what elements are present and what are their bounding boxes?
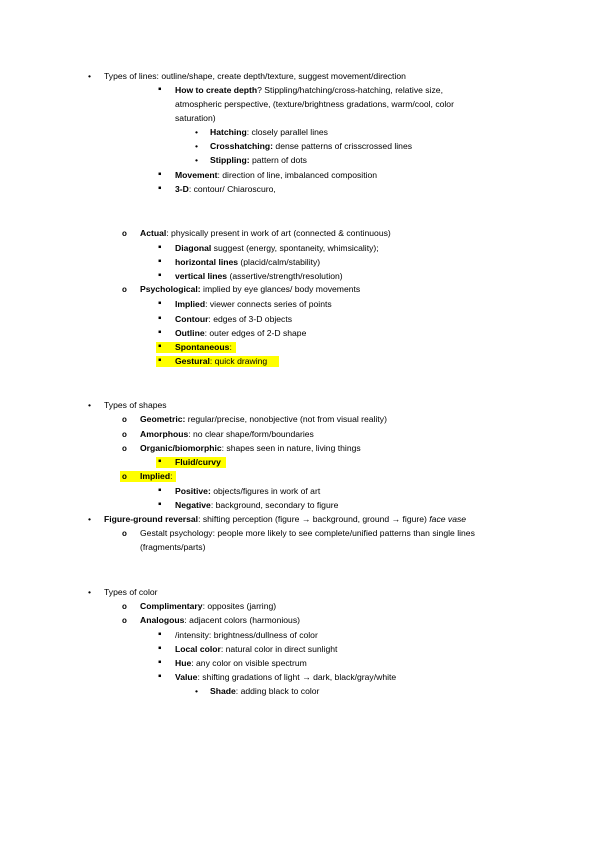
amorphous-item: Amorphous: no clear shape/form/boundaries: [140, 429, 314, 439]
circle-bullet-icon: [122, 228, 127, 239]
analogous-item: Analogous: adjacent colors (harmonious): [140, 615, 300, 625]
square-bullet-icon: [158, 643, 162, 654]
diagonal-item: Diagonal suggest (energy, spontaneity, whimsicality);: [175, 243, 379, 253]
square-bullet-icon: [158, 270, 162, 281]
shapes-heading: Types of shapes: [104, 400, 167, 410]
circle-bullet-icon: [122, 471, 127, 482]
crosshatching-item: Crosshatching: dense patterns of crisscrossed lines: [210, 141, 413, 151]
square-bullet-icon: [158, 341, 162, 352]
depth-item-cont: atmospheric perspective, (texture/brightness gradations, warm/cool, color: [175, 99, 454, 109]
depth-item-cont2: saturation): [175, 113, 216, 123]
spontaneous-item: Spontaneous:: [175, 342, 232, 352]
square-bullet-icon: [158, 327, 162, 338]
shade-item: Shade: adding black to color: [210, 686, 320, 696]
bullet-icon: [88, 587, 91, 598]
bullet-icon: [195, 127, 198, 138]
square-bullet-icon: [158, 485, 162, 496]
figure-ground-item: Figure-ground reversal: shifting perception (figure → background, ground → figure) face vase: [104, 514, 467, 524]
bullet-icon: [195, 686, 198, 697]
gestural-item: Gestural: quick drawing: [175, 356, 268, 366]
outline-item: Outline: outer edges of 2-D shape: [175, 328, 307, 338]
bullet-icon: [195, 141, 198, 152]
square-bullet-icon: [158, 657, 162, 668]
bullet-icon: [88, 400, 91, 411]
square-bullet-icon: [158, 355, 162, 366]
square-bullet-icon: [158, 84, 162, 95]
positive-item: Positive: objects/figures in work of art: [175, 486, 321, 496]
color-heading: Types of color: [104, 587, 158, 597]
circle-bullet-icon: [122, 414, 127, 425]
square-bullet-icon: [158, 169, 162, 180]
circle-bullet-icon: [122, 601, 127, 612]
geometric-item: Geometric: regular/precise, nonobjective (not from visual reality): [140, 414, 387, 424]
circle-bullet-icon: [122, 284, 127, 295]
implied-shape-item: Implied:: [140, 471, 173, 481]
square-bullet-icon: [158, 313, 162, 324]
gestalt-item: Gestalt psychology: people more likely to see complete/unified patterns than single lines: [140, 528, 475, 538]
square-bullet-icon: [158, 671, 162, 682]
bullet-icon: [195, 155, 198, 166]
intensity-item: /intensity: brightness/dullness of color: [175, 630, 318, 640]
implied-item: Implied: viewer connects series of points: [175, 299, 332, 309]
circle-bullet-icon: [122, 443, 127, 454]
hatching-item: Hatching: closely parallel lines: [210, 127, 328, 137]
complimentary-item: Complimentary: opposites (jarring): [140, 601, 277, 611]
value-item: Value: shifting gradations of light → dark, black/gray/white: [175, 672, 397, 682]
circle-bullet-icon: [122, 429, 127, 440]
negative-item: Negative: background, secondary to figure: [175, 500, 339, 510]
fluid-item: Fluid/curvy: [175, 457, 221, 467]
movement-item: Movement: direction of line, imbalanced composition: [175, 170, 378, 180]
organic-item: Organic/biomorphic: shapes seen in nature, living things: [140, 443, 361, 453]
square-bullet-icon: [158, 456, 162, 467]
square-bullet-icon: [158, 183, 162, 194]
square-bullet-icon: [158, 629, 162, 640]
hue-item: Hue: any color on visible spectrum: [175, 658, 307, 668]
square-bullet-icon: [158, 298, 162, 309]
bullet-icon: [88, 71, 91, 82]
depth-item: How to create depth? Stippling/hatching/cross-hatching, relative size,: [175, 85, 443, 95]
square-bullet-icon: [158, 499, 162, 510]
gestalt-item-cont: (fragments/parts): [140, 542, 206, 552]
circle-bullet-icon: [122, 528, 127, 539]
bullet-icon: [88, 514, 91, 525]
lines-heading: Types of lines: outline/shape, create depth/texture, suggest movement/direction: [104, 71, 406, 81]
square-bullet-icon: [158, 242, 162, 253]
actual-item: Actual: physically present in work of art (connected & continuous): [140, 228, 391, 238]
vertical-item: vertical lines (assertive/strength/resolution): [175, 271, 343, 281]
psychological-item: Psychological: implied by eye glances/ body movements: [140, 284, 361, 294]
3d-item: 3-D: contour/ Chiaroscuro,: [175, 184, 276, 194]
contour-item: Contour: edges of 3-D objects: [175, 314, 293, 324]
local-color-item: Local color: natural color in direct sunlight: [175, 644, 338, 654]
horizontal-item: horizontal lines (placid/calm/stability): [175, 257, 321, 267]
circle-bullet-icon: [122, 615, 127, 626]
square-bullet-icon: [158, 256, 162, 267]
stippling-item: Stippling: pattern of dots: [210, 155, 307, 165]
